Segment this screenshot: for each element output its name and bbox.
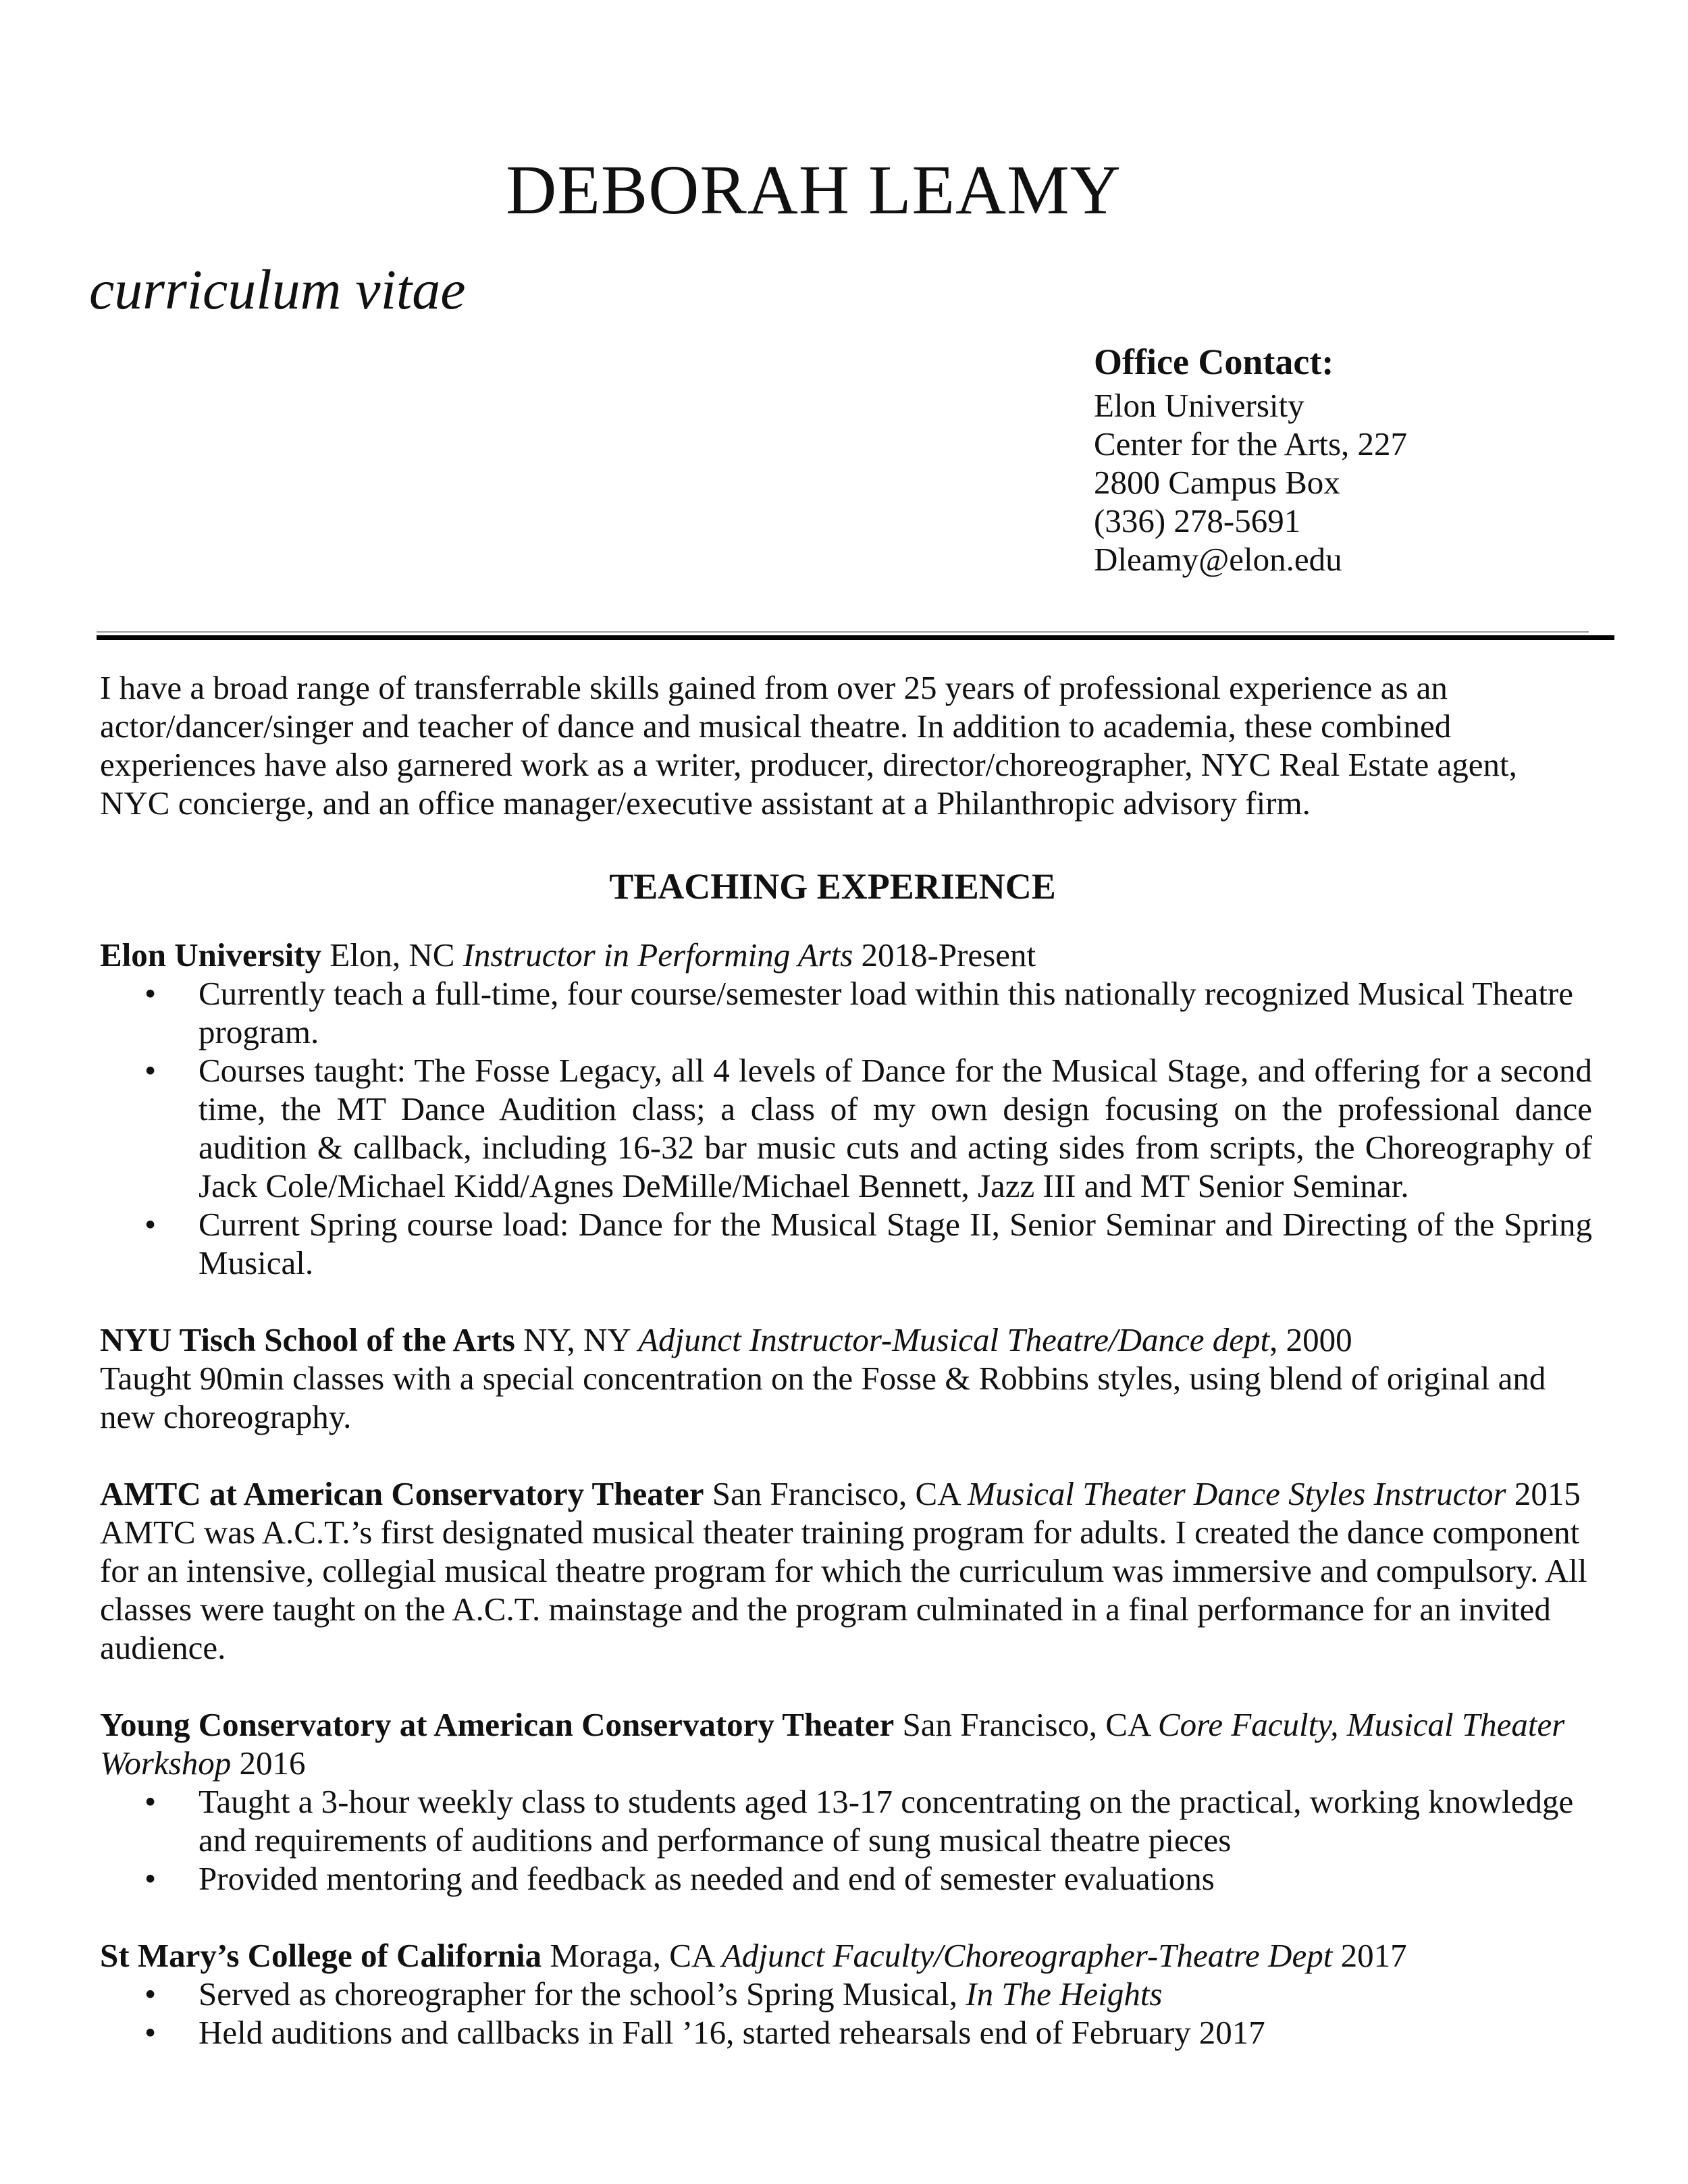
teaching-entry-st-marys [100,1936,1592,2052]
show-title: In The Heights [966,1975,1163,2013]
entry-role: Adjunct Instructor-Musical Theatre/Dance dept [638,1321,1270,1358]
entry-role: Musical Theater Dance Styles Instructor [968,1475,1506,1512]
teaching-entry-young-conservatory [100,1705,1592,1898]
entry-dates: 2015 [1506,1475,1581,1512]
contact-line-building: Center for the Arts, 227 [1094,425,1408,462]
bullet-item: • Held auditions and callbacks in Fall ’16, started rehearsals end of February 2017 [199,2013,1592,2052]
entry-location: San Francisco, CA [704,1475,968,1512]
bullet-item: • Current Spring course load: Dance for the Musical Stage II, Senior Seminar and Directing of the Spring Musical. [199,1205,1592,1282]
entry-heading [100,936,1592,974]
entry-location: Elon, NC [321,936,463,974]
teaching-entry-elon [100,936,1592,1282]
contact-line-box: 2800 Campus Box [1094,464,1340,501]
person-name: DEBORAH LEAMY [506,151,1122,229]
entry-role-continued: Workshop [100,1744,232,1782]
entry-org: Elon University [100,936,322,974]
entry-dates: 2017 [1332,1937,1407,1974]
entry-org: Young Conservatory at American Conservatory Theater [100,1706,895,1743]
entry-heading [100,1705,1592,1782]
entry-heading [100,1321,1592,1359]
entry-role: Instructor in Performing Arts [463,936,853,974]
cv-body [100,668,1592,2090]
entry-location: San Francisco, CA [894,1706,1158,1743]
contact-line-phone: (336) 278-5691 [1094,502,1301,539]
entry-dates: , 2000 [1269,1321,1352,1358]
entry-description: AMTC was A.C.T.’s first designated musical theater training program for adults. I created the dance component for an intensive, collegial musical theatre program for which the curriculum was immersive and compulsory. All classes were taught on the A.C.T. mainstage and the program culminated in a final performance for an invited audience. [100,1514,1587,1666]
entry-role: Adjunct Faculty/Choreographer-Theatre Dept [721,1937,1333,1974]
entry-location: NY, NY [515,1321,639,1358]
entry-bullet-list [100,974,1592,1282]
professional-summary: I have a broad range of transferrable skills gained from over 25 years of professional experience as an actor/dancer/singer and teacher of dance and musical theatre. In addition to academia, these combined experiences have also garnered work as a writer, producer, director/choreographer, NYC Real Estate agent, NYC concierge, and an office manager/executive assistant at a Philanthropic advisory firm. [100,669,1517,822]
entry-bullet-list [100,1975,1592,2052]
office-contact-block [1094,339,1407,579]
entry-description: Taught 90min classes with a special concentration on the Fosse & Robbins styles, using blend of original and new choreography. [100,1360,1546,1435]
entry-dates: 2016 [231,1744,306,1782]
bullet-item: • Currently teach a full-time, four course/semester load within this nationally recognized Musical Theatre program. [199,974,1592,1051]
entry-role: Core Faculty, Musical Theater [1157,1706,1565,1743]
entry-heading [100,1936,1592,1975]
bullet-item: • Taught a 3-hour weekly class to students aged 13-17 concentrating on the practical, working knowledge and requirements of auditions and performance of sung musical theatre pieces [199,1782,1592,1859]
document-type-label: curriculum vitae [89,259,466,321]
contact-line-email: Dleamy@elon.edu [1094,541,1342,578]
header-divider-thin [97,631,1589,633]
office-contact-title: Office Contact: [1094,342,1334,382]
bullet-item: • Provided mentoring and feedback as needed and end of semester evaluations [199,1859,1592,1898]
teaching-entry-amtc [100,1474,1592,1667]
header-divider-thick [97,635,1614,640]
entry-heading [100,1474,1592,1513]
entry-org: AMTC at American Conservatory Theater [100,1475,704,1512]
entry-bullet-list [100,1782,1592,1898]
contact-line-institution: Elon University [1094,387,1304,424]
entry-org: NYU Tisch School of the Arts [100,1321,515,1358]
section-title-teaching: TEACHING EXPERIENCE [609,866,1056,907]
entry-dates: 2018-Present [853,936,1036,974]
bullet-text: Served as choreographer for the school’s Spring Musical, [199,1975,966,2013]
entry-org: St Mary’s College of California [100,1937,542,1974]
teaching-entry-nyu-tisch [100,1321,1592,1436]
bullet-item: • Courses taught: The Fosse Legacy, all 4 levels of Dance for the Musical Stage, and offering for a second time, the MT Dance Audition class; a class of my own design focusing on the professional dance audition & callback, including 16-32 bar music cuts and acting sides from scripts, the Choreography of Jack Cole/Michael Kidd/Agnes DeMille/Michael Bennett, Jazz III and MT Senior Seminar. [199,1051,1592,1205]
entry-location: Moraga, CA [542,1937,722,1974]
bullet-item [199,1975,1592,2013]
